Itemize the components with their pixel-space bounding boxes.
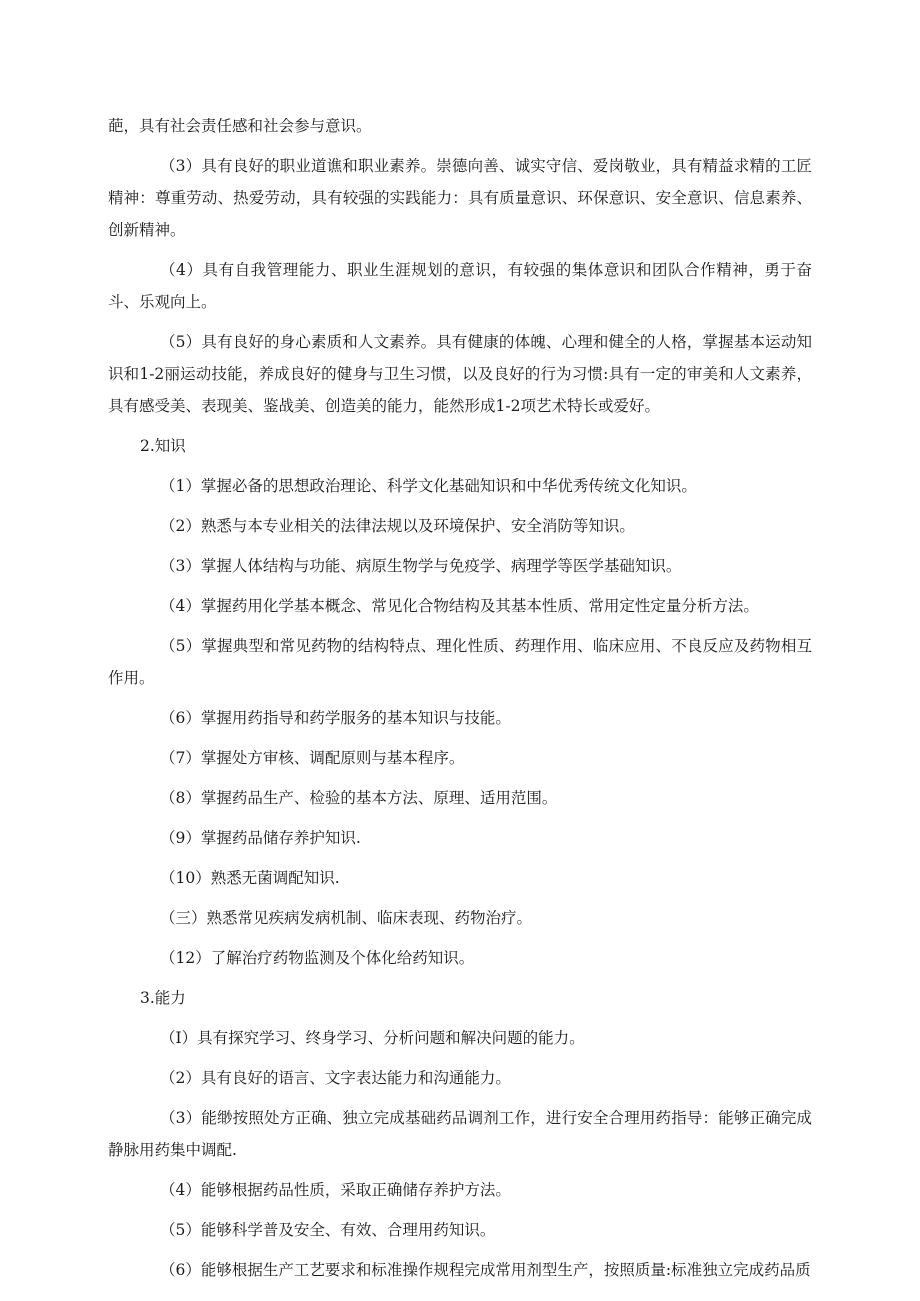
paragraph: （1）掌握必备的思想政治理论、科学文化基础知识和中华优秀传统文化知识。 xyxy=(160,477,697,495)
paragraph: （5）具有良好的身心素质和人文素养。具有健康的体魄、心理和健全的人格，掌握基本运动知识和1-2丽运动技能，养成良好的健身与卫生习惯，以及良好的行为习惯:具有一定的审美和人文素养，具有感受美、表现美、鉴战美、创造美的能力，能然形成1-2项艺术特长或爱好。 xyxy=(108,333,812,415)
paragraph: （4）掌握药用化学基本概念、常见化合物结构及其基本性质、常用定性定量分析方法。 xyxy=(160,597,759,615)
paragraph: （5）掌握典型和常见药物的结构特点、理化性质、药理作用、临床应用、不良反应及药物相互作用。 xyxy=(108,637,812,687)
paragraph: （5）能够科学普及安全、有效、合理用药知识。 xyxy=(160,1221,496,1239)
paragraph: （6）能够根据生产工艺要求和标准操作规程完成常用剂型生产，按照质量:标准独立完成药品质 xyxy=(160,1261,811,1279)
paragraph: （2）具有良好的语言、文字表达能力和沟通能力。 xyxy=(160,1069,511,1087)
paragraph: （I）具有探究学习、终身学习、分析问题和解决问题的能力。 xyxy=(160,1029,585,1047)
paragraph: （4）能够根据药品性质，采取正确储存养护方法。 xyxy=(160,1181,511,1199)
paragraph: 葩，具有社会责任感和社会参与意识。 xyxy=(108,117,372,135)
paragraph: （3）掌握人体结构与功能、病原生物学与免疫学、病理学等医学基础知识。 xyxy=(160,557,682,575)
paragraph: （10）熟悉无菌调配知识. xyxy=(160,869,340,887)
paragraph: （6）掌握用药指导和药学服务的基本知识与技能。 xyxy=(160,709,511,727)
paragraph: （9）掌握药品储存养护知识. xyxy=(160,829,361,847)
section-heading: 2.知识 xyxy=(140,437,186,455)
paragraph: （三）熟悉常见疾病发病机制、临床表现、药物治疗。 xyxy=(160,909,533,927)
paragraph: （12）了解治疗药物监测及个体化给药知识。 xyxy=(160,949,475,967)
section-heading: 3.能力 xyxy=(140,989,186,1007)
paragraph: （8）掌握药品生产、检验的基本方法、原理、适用范围。 xyxy=(160,789,558,807)
paragraph: （3）能缈按照处方正确、独立完成基础药品调剂工作，进行安全合理用药指导：能够正确完成静脉用药集中调配. xyxy=(108,1109,812,1159)
paragraph: （2）熟悉与本专业相关的法律法规以及环境保护、安全消防等知识。 xyxy=(160,517,635,535)
paragraph: （3）具有良好的职业道谯和职业素养。崇德向善、诚实守信、爱岗敬业，具有精益求精的工匠精神：尊重劳动、热爱劳动，具有较强的实践能力：具有质量意识、环保意识、安全意识、信息素养、创新精神。 xyxy=(108,157,812,239)
paragraph: （7）掌握处方审核、调配原则与基本程序。 xyxy=(160,749,465,767)
document-body xyxy=(108,110,812,1294)
paragraph: （4）具有自我管理能力、职业生涯规划的意识，有较强的集体意识和团队合作精神，勇于奋斗、乐观向上。 xyxy=(108,261,812,311)
